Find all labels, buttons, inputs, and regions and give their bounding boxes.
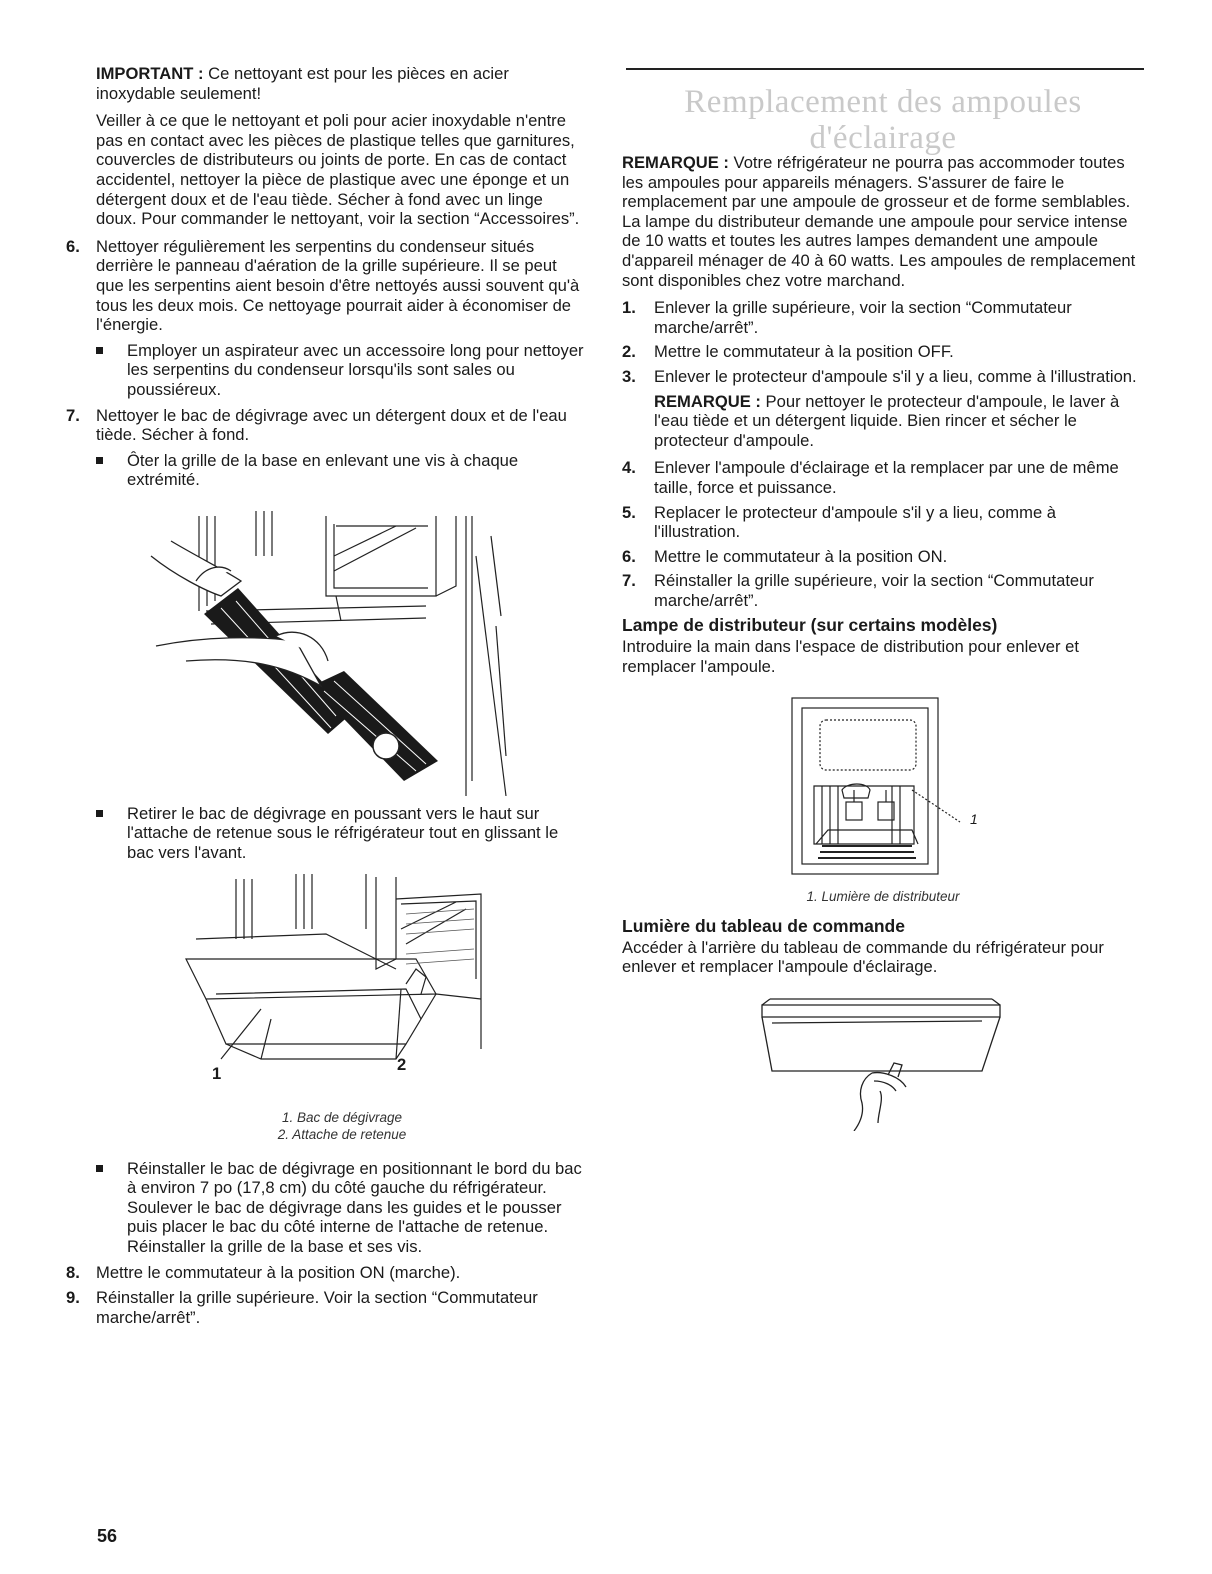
bullet-square-icon xyxy=(96,1165,103,1172)
step-text: Enlever l'ampoule d'éclairage et la remplacer par une de même taille, force et puissance. xyxy=(654,458,1119,497)
step-number: 6. xyxy=(66,236,80,256)
bullet-reinstall-tray xyxy=(96,1159,588,1257)
step-text: Nettoyer régulièrement les serpentins du condenseur situés derrière le panneau d'aération de la grille supérieure. Il se peut que les serpentins aient besoin d'être nettoyés aussi souvent qu'à tous les deux mois. Ce nettoyage pourrait aider à économiser de l'énergie. xyxy=(96,236,580,335)
bullet-text: Employer un aspirateur avec un accessoire long pour nettoyer les serpentins du condenseur lorsqu'ils sont sales ou poussiéreux. xyxy=(127,340,584,399)
remarque-text: Votre réfrigérateur ne pourra pas accommoder toutes les ampoules pour appareils ménagers. S'assurer de faire le remplacement par une ampoule de grosseur et de forme semblables. La lampe du distributeur demande une ampoule pour service intense de 10 watts et toutes les autres lampes demandent une ampoule d'appareil ménager de 40 à 60 watts. Les ampoules de remplacement sont disponibles chez votre marchand. xyxy=(622,153,1136,290)
dispenser-light-heading: Lampe de distributeur (sur certains modèles) xyxy=(622,615,998,636)
bullet-text: Réinstaller le bac de dégivrage en positionnant le bord du bac à environ 7 po (17,8 cm) du côté gauche du réfrigérateur. Soulever le bac de dégivrage dans les guides et le pousser puis placer le bac du côté interne de l'attache de retenue. Réinstaller la grille de la base et ses vis. xyxy=(127,1158,582,1257)
step-number: 9. xyxy=(66,1288,80,1308)
title-line-1: Remplacement des ampoules xyxy=(684,84,1082,120)
figure-caption-1: 1. Bac de dégivrage xyxy=(281,1109,403,1125)
dispenser-callout-1: 1 xyxy=(970,811,978,828)
dispenser-illustration xyxy=(622,694,1144,884)
light-step-4 xyxy=(622,458,1144,497)
figure-caption-2: 2. Attache de retenue xyxy=(277,1126,407,1142)
step-number: 7. xyxy=(66,405,80,425)
light-step-6 xyxy=(622,547,1144,567)
step-number: 5. xyxy=(622,502,636,522)
section-rule xyxy=(626,68,1144,70)
light-step-7 xyxy=(622,571,1144,610)
bullet-square-icon xyxy=(96,347,103,354)
step-number: 1. xyxy=(622,298,636,318)
defrost-tray-illustration xyxy=(96,869,588,1079)
step-text: Mettre le commutateur à la position ON (marche). xyxy=(96,1262,461,1282)
control-panel-light-heading: Lumière du tableau de commande xyxy=(622,916,905,937)
step-number: 6. xyxy=(622,546,636,566)
step-text: Enlever la grille supérieure, voir la section “Commutateur marche/arrêt”. xyxy=(654,298,1072,337)
base-grille-illustration xyxy=(96,496,588,796)
remarque-label: REMARQUE : xyxy=(622,153,729,172)
important-label: IMPORTANT : xyxy=(96,64,204,83)
light-step-3 xyxy=(622,367,1144,387)
light-step-1 xyxy=(622,298,1144,337)
dispenser-caption: 1. Lumière de distributeur xyxy=(806,889,960,905)
step-text: Mettre le commutateur à la position OFF. xyxy=(654,342,954,362)
remarque-paragraph xyxy=(622,153,1144,290)
step-number: 4. xyxy=(622,458,636,478)
step-number: 7. xyxy=(622,571,636,591)
step-number: 8. xyxy=(66,1262,80,1282)
dispenser-figure xyxy=(622,694,1144,884)
light-step-5 xyxy=(622,503,1144,542)
bullet-square-icon xyxy=(96,457,103,464)
bullet-square-icon xyxy=(96,810,103,817)
warning-paragraph: Veiller à ce que le nettoyant et poli pour acier inoxydable n'entre pas en contact avec les pièces de plastique telles que garnitures, couvercles de distributeurs ou joints de porte. En cas de contact accidentel, nettoyer la pièce de plastique avec une éponge et un détergent doux et de l'eau tiède. Sécher à fond avec un linge doux. Pour commander le nettoyant, voir la section “Accessoires”. xyxy=(96,111,580,229)
bullet-text: Ôter la grille de la base en enlevant une vis à chaque extrémité. xyxy=(127,450,519,490)
left-column xyxy=(66,64,588,1333)
step-6 xyxy=(66,236,588,335)
step-text: Mettre le commutateur à la position ON. xyxy=(654,546,948,566)
bullet-text: Retirer le bac de dégivrage en poussant vers le haut sur l'attache de retenue sous le réfrigérateur tout en glissant le bac vers l'avant. xyxy=(127,803,559,863)
section-title xyxy=(622,84,1144,156)
step-7 xyxy=(66,405,588,445)
step-number: 3. xyxy=(622,366,636,386)
dispenser-light-text: Introduire la main dans l'espace de distribution pour enlever et remplacer l'ampoule. xyxy=(622,637,1080,676)
bullet-remove-grille xyxy=(96,451,588,490)
right-column xyxy=(622,153,1144,1131)
callout-2: 2 xyxy=(397,1054,407,1074)
note-text: Pour nettoyer le protecteur d'ampoule, le laver à l'eau tiède et un détergent liquide. Bien rincer et sécher le protecteur d'ampoule. xyxy=(654,391,1120,450)
important-text: Ce nettoyant est pour les pièces en acier inoxydable seulement! xyxy=(96,64,509,103)
defrost-tray-figure xyxy=(96,869,588,1099)
step-text: Replacer le protecteur d'ampoule s'il y a lieu, comme à l'illustration. xyxy=(654,502,1057,542)
page-number: 56 xyxy=(97,1526,118,1546)
step-8 xyxy=(66,1262,588,1283)
bullet-remove-tray xyxy=(96,804,588,863)
bullet-vacuum xyxy=(96,341,588,400)
callout-1: 1 xyxy=(212,1063,222,1083)
step-text: Réinstaller la grille supérieure, voir la section “Commutateur marche/arrêt”. xyxy=(654,571,1094,610)
important-note xyxy=(96,64,588,103)
step-text: Nettoyer le bac de dégivrage avec un détergent doux et de l'eau tiède. Sécher à fond. xyxy=(96,405,567,445)
note-label: REMARQUE : xyxy=(654,391,761,411)
step-text: Réinstaller la grille supérieure. Voir la section “Commutateur marche/arrêt”. xyxy=(96,1288,538,1327)
control-panel-illustration xyxy=(622,991,1144,1131)
step-9 xyxy=(66,1288,588,1327)
step-text: Enlever le protecteur d'ampoule s'il y a lieu, comme à l'illustration. xyxy=(654,366,1137,386)
light-step-2 xyxy=(622,342,1144,362)
step-number: 2. xyxy=(622,342,636,362)
step-3-note xyxy=(622,392,1144,451)
title-line-2: d'éclairage xyxy=(809,120,957,156)
control-panel-light-text: Accéder à l'arrière du tableau de commande du réfrigérateur pour enlever et remplacer l'ampoule d'éclairage. xyxy=(622,937,1104,977)
